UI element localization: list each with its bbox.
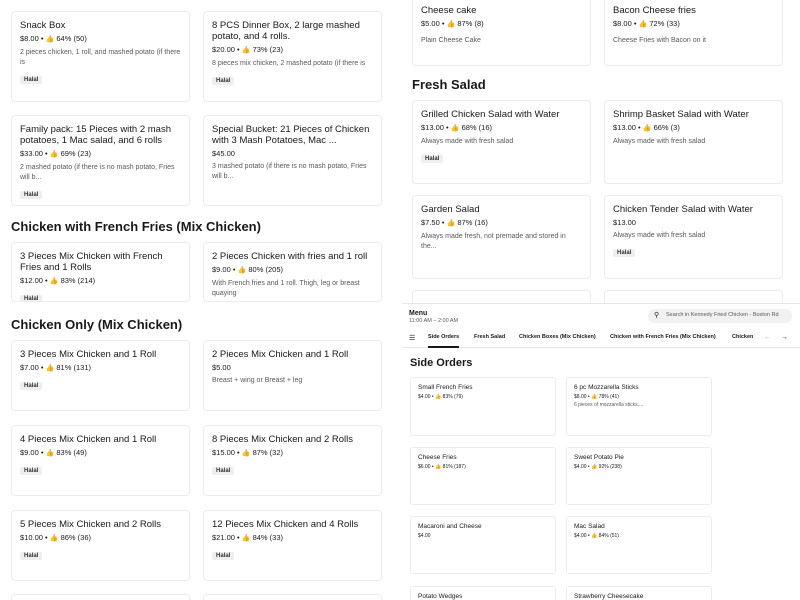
- item-name: Snack Box: [20, 20, 66, 31]
- menu-item-card[interactable]: [203, 11, 382, 102]
- panel-section-title: Side Orders: [410, 357, 473, 369]
- item-description: Plain Cheese Cake: [421, 37, 481, 44]
- item-price-rating: $7.00 • 👍 81% (131): [20, 363, 91, 372]
- menu-time: 11:00 AM – 2:00 AM: [409, 318, 459, 324]
- item-name: 8 Pieces Mix Chicken and 2 Rolls: [212, 434, 353, 445]
- section-title-chicken-only: Chicken Only (Mix Chicken): [11, 317, 183, 332]
- menu-hours: [409, 310, 458, 324]
- section-title-fresh-salad: Fresh Salad: [412, 77, 486, 92]
- thumbs-up-icon: 👍: [241, 47, 251, 54]
- item-description: 3 mashed potato (if there is no mash potato, Fries will b...: [212, 163, 367, 180]
- item-description: Always made fresh, not premade and stored in the...: [421, 233, 566, 250]
- thumbs-up-icon: 👍: [450, 125, 460, 132]
- menu-item-card[interactable]: [203, 594, 382, 600]
- side-item-card[interactable]: [566, 377, 712, 436]
- item-price-rating: $5.00 • 👍 87% (8): [421, 19, 484, 28]
- item-name: Special Bucket: 21 Pieces of Chicken with 3 Mash Potatoes, Mac ...: [212, 124, 370, 146]
- item-name: Cheese Fries: [418, 454, 457, 461]
- thumbs-up-icon: 👍: [435, 464, 442, 470]
- item-price-rating: $9.00 • 👍 80% (205): [212, 265, 283, 274]
- halal-badge: Halal: [20, 191, 42, 199]
- item-name: 4 Pieces Mix Chicken and 1 Roll: [20, 434, 157, 445]
- item-name: Grilled Chicken Salad with Water: [421, 109, 560, 120]
- item-price-rating: $8.00 • 👍 78% (41): [574, 394, 619, 400]
- item-name: Bacon Cheese fries: [613, 5, 696, 16]
- halal-badge: Halal: [20, 76, 42, 84]
- thumbs-up-icon: 👍: [642, 125, 652, 132]
- thumbs-up-icon: 👍: [237, 267, 247, 274]
- item-name: 3 Pieces Mix Chicken with French Fries and 1 Rolls: [20, 251, 163, 273]
- side-item-card[interactable]: [410, 586, 556, 600]
- item-price-rating: $15.00 • 👍 87% (32): [212, 448, 283, 457]
- menu-item-card[interactable]: [604, 100, 783, 184]
- item-name: Strawberry Cheesecake: [574, 593, 644, 600]
- tab-fresh-salad[interactable]: Fresh Salad: [474, 334, 506, 340]
- item-price-rating: $8.00 • 👍 64% (50): [20, 34, 87, 43]
- item-price: $45.00: [212, 149, 235, 158]
- thumbs-up-icon: 👍: [45, 365, 55, 372]
- item-description: Always made with fresh salad: [613, 232, 706, 239]
- menu-item-card[interactable]: [604, 195, 783, 279]
- item-name: Potato Wedges: [418, 593, 463, 600]
- list-icon[interactable]: ☰: [409, 335, 416, 342]
- item-description: 2 mashed potato (if there is no mash potato, Fries will b...: [20, 164, 175, 181]
- item-description: Breast + wing or Breast + leg: [212, 377, 303, 384]
- menu-item-card[interactable]: [412, 0, 591, 66]
- tab-chicken[interactable]: Chicken: [732, 334, 754, 340]
- item-name: Small French Fries: [418, 384, 473, 391]
- item-price-rating: $8.00 • 👍 72% (33): [613, 19, 680, 28]
- thumbs-up-icon: 👍: [45, 36, 55, 43]
- side-item-card[interactable]: [410, 377, 556, 436]
- item-price-rating: $33.00 • 👍 69% (23): [20, 149, 91, 158]
- item-name: 6 pc Mozzarella Sticks: [574, 384, 639, 391]
- item-price: $13.00: [613, 218, 636, 227]
- item-name: Cheese cake: [421, 5, 477, 16]
- item-name: Sweet Potato Pie: [574, 454, 624, 461]
- halal-badge: Halal: [212, 552, 234, 560]
- menu-item-card[interactable]: [203, 242, 382, 302]
- menu-item-card[interactable]: [412, 195, 591, 279]
- item-price-rating: $7.50 • 👍 87% (16): [421, 218, 488, 227]
- menu-item-card[interactable]: [412, 100, 591, 184]
- item-description: Always made with fresh salad: [421, 138, 514, 145]
- thumbs-up-icon: 👍: [49, 535, 59, 542]
- item-description: Cheese Fries with Bacon on it: [613, 37, 706, 44]
- item-price-rating: $4.00 • 👍 84% (51): [574, 533, 619, 539]
- menu-item-card[interactable]: [11, 340, 190, 411]
- item-price: $5.00: [212, 363, 231, 372]
- side-item-card[interactable]: [566, 447, 712, 505]
- item-name: 2 Pieces Chicken with fries and 1 roll: [212, 251, 368, 262]
- item-name: 2 Pieces Mix Chicken and 1 Roll: [212, 349, 349, 360]
- menu-item-card[interactable]: [11, 425, 190, 496]
- item-price-rating: $12.00 • 👍 83% (214): [20, 276, 96, 285]
- item-price-rating: $9.00 • 👍 83% (49): [20, 448, 87, 457]
- side-item-card[interactable]: [410, 447, 556, 505]
- item-name: 12 Pieces Mix Chicken and 4 Rolls: [212, 519, 359, 530]
- menu-item-card[interactable]: [11, 594, 190, 600]
- item-description: 8 pieces mix chicken, 2 mashed potato (if there is: [212, 60, 366, 67]
- menu-item-card[interactable]: [604, 0, 783, 66]
- arrow-left-icon[interactable]: ←: [764, 334, 771, 341]
- menu-item-card[interactable]: [11, 510, 190, 581]
- thumbs-up-icon: 👍: [638, 21, 648, 28]
- item-name: Family pack: 15 Pieces with 2 mash potatoes, 1 Mac salad, and 6 rolls: [20, 124, 172, 146]
- menu-item-card[interactable]: [11, 11, 190, 102]
- item-price: $4.00: [418, 533, 431, 539]
- item-price-rating: $4.00 • 👍 83% (79): [418, 394, 463, 400]
- menu-item-card[interactable]: [203, 340, 382, 411]
- tab-chicken-boxes[interactable]: Chicken Boxes (Mix Chicken): [519, 334, 596, 340]
- thumbs-up-icon: 👍: [49, 151, 59, 158]
- item-name: Macaroni and Cheese: [418, 523, 482, 530]
- thumbs-up-icon: 👍: [49, 278, 59, 285]
- halal-badge: Halal: [212, 467, 234, 475]
- arrow-right-icon[interactable]: →: [781, 334, 788, 341]
- tab-side-orders[interactable]: Side Orders: [428, 334, 459, 348]
- thumbs-up-icon: 👍: [435, 394, 442, 400]
- thumbs-up-icon: 👍: [591, 533, 598, 539]
- item-name: Mac Salad: [574, 523, 605, 530]
- tab-chicken-fries[interactable]: Chicken with French Fries (Mix Chicken): [610, 334, 716, 340]
- menu-overlay-panel: [402, 303, 800, 600]
- thumbs-up-icon: 👍: [591, 464, 598, 470]
- item-price-rating: $13.00 • 👍 66% (3): [613, 123, 680, 132]
- item-name: Garden Salad: [421, 204, 480, 215]
- item-description: 2 pieces chicken, 1 roll, and mashed potato (if there is: [20, 49, 181, 66]
- item-price-rating: $13.00 • 👍 68% (16): [421, 123, 492, 132]
- halal-badge: Halal: [212, 77, 234, 85]
- side-item-card[interactable]: [410, 516, 556, 574]
- menu-label: Menu: [409, 310, 428, 317]
- halal-badge: Halal: [20, 552, 42, 560]
- item-price-rating: $4.00 • 👍 92% (238): [574, 464, 622, 470]
- search-icon: ⚲: [654, 312, 660, 319]
- menu-item-card[interactable]: [203, 115, 382, 206]
- menu-item-card[interactable]: [203, 425, 382, 496]
- side-item-card[interactable]: [566, 586, 712, 600]
- thumbs-up-icon: 👍: [591, 394, 598, 400]
- halal-badge: Halal: [421, 155, 443, 163]
- section-title-fries: Chicken with French Fries (Mix Chicken): [11, 219, 261, 234]
- item-name: Chicken Tender Salad with Water: [613, 204, 753, 215]
- halal-badge: Halal: [20, 382, 42, 390]
- halal-badge: Halal: [20, 295, 42, 302]
- thumbs-up-icon: 👍: [446, 21, 456, 28]
- item-name: 5 Pieces Mix Chicken and 2 Rolls: [20, 519, 161, 530]
- item-price-rating: $21.00 • 👍 84% (33): [212, 533, 283, 542]
- thumbs-up-icon: 👍: [45, 450, 55, 457]
- item-description: With French fries and 1 roll. Thigh, leg or breast quaying: [212, 280, 360, 297]
- category-tabs: [402, 328, 800, 348]
- search-input[interactable]: ⚲ Search in Kennedy Fried Chicken - Boston Rd: [648, 309, 792, 323]
- item-description: 6 pieces of mozzarella sticks,...: [574, 402, 644, 408]
- menu-item-card[interactable]: [11, 115, 190, 206]
- thumbs-up-icon: 👍: [241, 450, 251, 457]
- halal-badge: Halal: [20, 467, 42, 475]
- item-name: 3 Pieces Mix Chicken and 1 Roll: [20, 349, 157, 360]
- item-price-rating: $6.00 • 👍 81% (187): [418, 464, 466, 470]
- item-name: 8 PCS Dinner Box, 2 large mashed potato, and 4 rolls.: [212, 20, 360, 42]
- side-item-card[interactable]: [566, 516, 712, 574]
- menu-item-card[interactable]: [11, 242, 190, 302]
- item-name: Shrimp Basket Salad with Water: [613, 109, 749, 120]
- menu-item-card[interactable]: [203, 510, 382, 581]
- halal-badge: Halal: [613, 249, 635, 257]
- item-description: Always made with fresh salad: [613, 138, 706, 145]
- item-price-rating: $20.00 • 👍 73% (23): [212, 45, 283, 54]
- item-price-rating: $10.00 • 👍 86% (36): [20, 533, 91, 542]
- thumbs-up-icon: 👍: [446, 220, 456, 227]
- thumbs-up-icon: 👍: [241, 535, 251, 542]
